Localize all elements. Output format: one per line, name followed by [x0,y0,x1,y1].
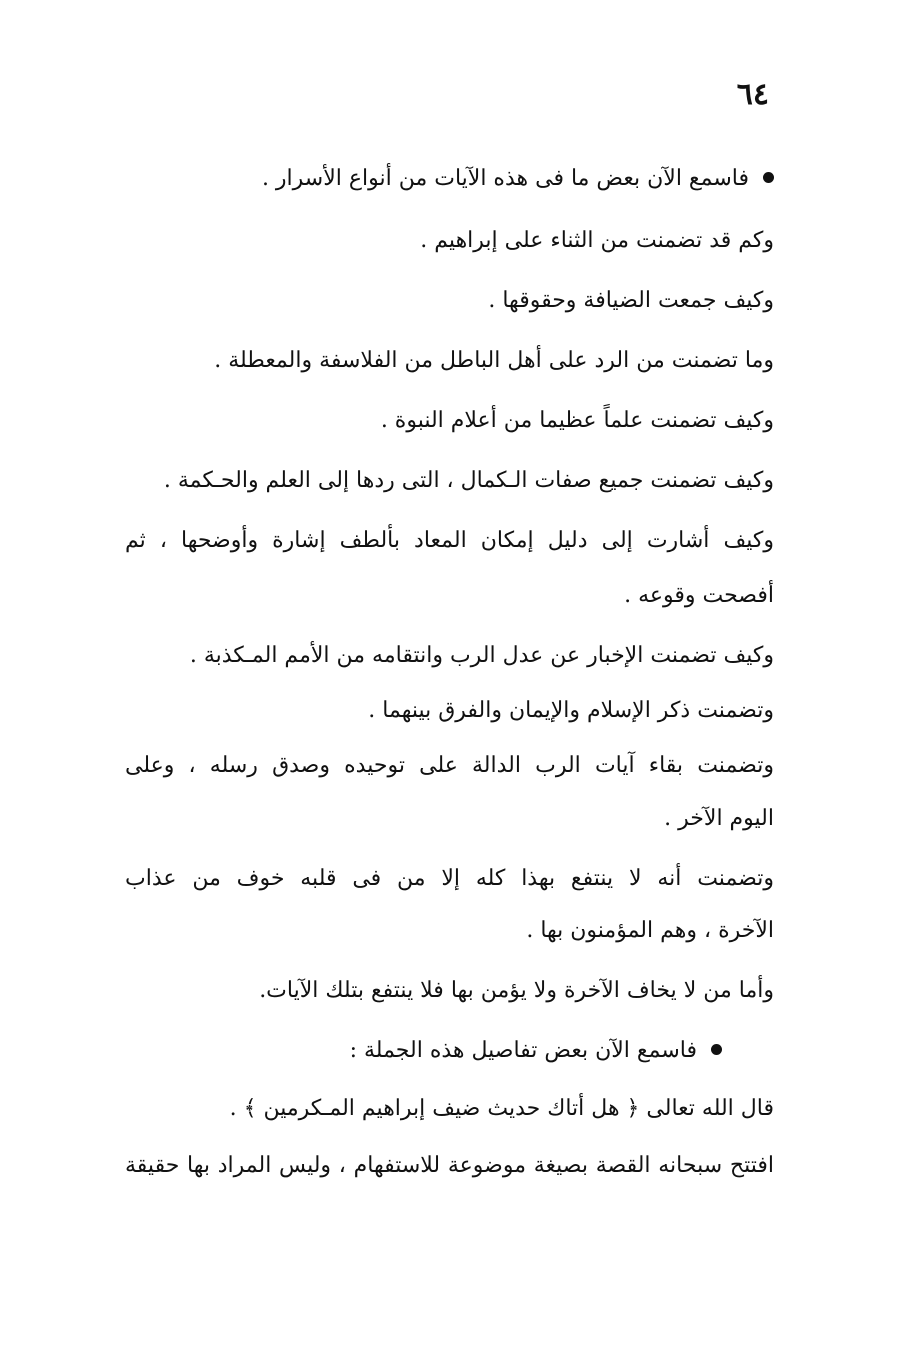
text-line: فاسمع الآن بعض ما فى هذه الآيات من أنواع الأسرار . [134,168,774,190]
quran-verse-line: قال الله تعالى ﴿ هل أتاك حديث ضيف إبراهيم المـكرمين ﴾ . [229,1096,774,1121]
page-number: ٦٤ [736,77,769,112]
text-line: افتتح سبحانه القصة بصيغة موضوعة للاستفهام ، وليس المراد بها حقيقة [125,1153,774,1178]
text-line: أفصحت وقوعه . [624,583,774,608]
text-line: وكيف تضمنت الإخبار عن عدل الرب وانتقامه من الأمم المـكذبة . [189,643,774,668]
text-line: اليوم الآخر . [664,806,774,831]
text-line: وتضمنت أنه لا ينتفع بهذا كله إلا من فى قلبه خوف من عذاب [125,866,774,891]
text-line: وكيف تضمنت جميع صفات الـكمال ، التى ردها إلى العلم والحـكمة . [163,468,774,493]
text-line: وما تضمنت من الرد على أهل الباطل من الفلاسفة والمعطلة . [214,348,774,373]
text-line: وتضمنت بقاء آيات الرب الدالة على توحيده وصدق رسله ، وعلى [125,753,774,778]
text-line: وتضمنت ذكر الإسلام والإيمان والفرق بينهما . [368,698,774,723]
text-line: وكيف جمعت الضيافة وحقوقها . [488,288,774,313]
text-line: وكيف تضمنت علماً عظيما من أعلام النبوة . [380,408,774,433]
text-line: وكيف أشارت إلى دليل إمكان المعاد بألطف إشارة وأوضحها ، ثم [125,528,774,553]
text-line: الآخرة ، وهم المؤمنون بها . [526,918,774,943]
bullet-icon [763,172,774,183]
bullet-icon [711,1044,722,1055]
text-line: وأما من لا يخاف الآخرة ولا يؤمن بها فلا ينتفع بتلك الآيات. [259,978,774,1003]
text-line: وكم قد تضمنت من الثناء على إبراهيم . [420,228,774,253]
text-line: فاسمع الآن بعض تفاصيل هذه الجملة : [82,1040,722,1062]
